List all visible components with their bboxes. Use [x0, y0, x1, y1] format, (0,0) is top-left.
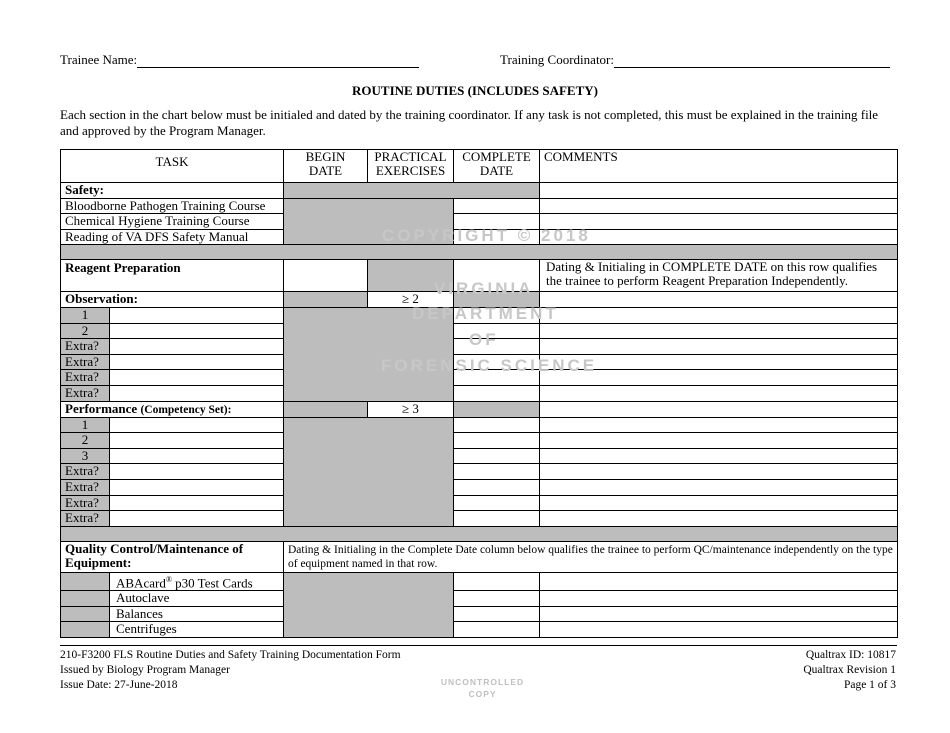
shaded-cell: [284, 572, 454, 637]
training-coordinator-label: Training Coordinator:: [500, 52, 614, 67]
comments-cell[interactable]: [540, 401, 898, 417]
footer-issued-by: Issued by Biology Program Manager: [60, 664, 230, 676]
complete-date-cell[interactable]: [454, 354, 540, 370]
comments-cell[interactable]: [540, 292, 898, 308]
performance-number: Extra?: [61, 495, 110, 511]
shaded-cell: [454, 401, 540, 417]
registered-mark: ®: [165, 574, 172, 584]
table-row: [61, 354, 898, 370]
footer-left: [60, 648, 401, 693]
col-begin-date: BEGIN DATE: [284, 150, 368, 183]
table-row: [61, 511, 898, 527]
complete-date-cell[interactable]: [454, 495, 540, 511]
observation-entry[interactable]: [110, 339, 284, 355]
safety-item: Chemical Hygiene Training Course: [61, 214, 284, 230]
shaded-separator: [61, 245, 898, 260]
complete-date-cell[interactable]: [454, 464, 540, 480]
uncontrolled-text: UNCONTROLLED: [440, 677, 525, 687]
observation-heading-row: [61, 292, 898, 308]
training-coordinator-line[interactable]: [614, 67, 890, 68]
comments-cell[interactable]: [540, 307, 898, 323]
shaded-cell: [61, 572, 110, 590]
comments-cell[interactable]: [540, 370, 898, 386]
comments-cell[interactable]: [540, 464, 898, 480]
observation-entry[interactable]: [110, 385, 284, 401]
performance-entry[interactable]: [110, 464, 284, 480]
performance-entry[interactable]: [110, 448, 284, 464]
observation-number: Extra?: [61, 370, 110, 386]
comments-cell[interactable]: [540, 229, 898, 245]
shaded-cell: [61, 591, 110, 607]
performance-number: Extra?: [61, 464, 110, 480]
begin-date-cell[interactable]: [284, 260, 368, 292]
separator-row: [61, 245, 898, 260]
footer-page-number: Page 1 of 3: [843, 679, 896, 691]
comments-cell[interactable]: [540, 417, 898, 433]
qc-item-name: ABAcard: [116, 575, 166, 591]
qc-item: Balances: [110, 606, 284, 622]
complete-date-cell[interactable]: [454, 433, 540, 449]
safety-item: Reading of VA DFS Safety Manual: [61, 229, 284, 245]
comments-cell[interactable]: [540, 572, 898, 590]
observation-entry[interactable]: [110, 323, 284, 339]
complete-date-cell[interactable]: [454, 479, 540, 495]
observation-number: 2: [61, 323, 110, 339]
complete-date-cell[interactable]: [454, 511, 540, 527]
complete-date-cell[interactable]: [454, 198, 540, 214]
complete-date-cell[interactable]: [454, 370, 540, 386]
table-row: [61, 479, 898, 495]
performance-number: Extra?: [61, 511, 110, 527]
shaded-cell: [454, 292, 540, 308]
complete-date-cell[interactable]: [454, 214, 540, 230]
performance-heading-sub: (Competency Set):: [140, 403, 232, 416]
shaded-cell: [284, 307, 454, 401]
observation-entry[interactable]: [110, 370, 284, 386]
complete-date-cell[interactable]: [454, 606, 540, 622]
watermark-of: OF: [469, 330, 499, 349]
watermark-virginia: VIRGINIA: [434, 279, 534, 298]
table-row: [61, 448, 898, 464]
training-coordinator-field[interactable]: [500, 52, 890, 68]
performance-entry[interactable]: [110, 495, 284, 511]
table-row: [61, 385, 898, 401]
table-row: [61, 433, 898, 449]
observation-number: Extra?: [61, 339, 110, 355]
performance-entry[interactable]: [110, 479, 284, 495]
complete-date-cell[interactable]: [454, 339, 540, 355]
copyright-watermark: COPYRIGHT © 2018: [382, 226, 591, 245]
comments-cell[interactable]: [540, 479, 898, 495]
comments-cell[interactable]: [540, 606, 898, 622]
footer-issue-date: Issue Date: 27-June-2018: [60, 679, 178, 691]
observation-number: Extra?: [61, 354, 110, 370]
comments-cell[interactable]: [540, 354, 898, 370]
safety-heading: Safety:: [61, 183, 284, 199]
complete-date-cell[interactable]: [454, 417, 540, 433]
comments-cell[interactable]: [540, 214, 898, 230]
table-row: [61, 214, 898, 230]
col-comments: COMMENTS: [540, 150, 898, 183]
performance-entry[interactable]: [110, 511, 284, 527]
footer-rule: [60, 645, 897, 646]
table-row: [61, 339, 898, 355]
table-row: [61, 572, 898, 590]
comments-cell[interactable]: [540, 591, 898, 607]
comments-cell[interactable]: [540, 495, 898, 511]
observation-number: Extra?: [61, 385, 110, 401]
qc-item: [110, 572, 284, 590]
trainee-name-line[interactable]: [137, 67, 419, 68]
footer-qualtrax-id: Qualtrax ID: 10817: [805, 649, 896, 661]
shaded-cell: [284, 292, 368, 308]
shaded-cell: [61, 606, 110, 622]
complete-date-cell[interactable]: [454, 323, 540, 339]
complete-date-cell[interactable]: [454, 622, 540, 638]
observation-heading: Observation:: [61, 292, 284, 308]
shaded-cell: [284, 183, 540, 199]
complete-date-cell[interactable]: [454, 260, 540, 292]
shaded-cell: [284, 417, 454, 526]
table-row: [61, 307, 898, 323]
reagent-row: [61, 260, 898, 292]
performance-entry[interactable]: [110, 417, 284, 433]
performance-minimum: ≥ 3: [368, 401, 454, 417]
observation-entry[interactable]: [110, 354, 284, 370]
table-row: [61, 229, 898, 245]
safety-heading-row: [61, 183, 898, 199]
trainee-name-field[interactable]: [60, 52, 419, 68]
table-row: [61, 417, 898, 433]
performance-number: Extra?: [61, 479, 110, 495]
intro-paragraph: Each section in the chart below must be initialed and dated by the training coordinator. If any task is not completed, this must be explained in the training file and approved by the Program Manager.: [60, 107, 879, 138]
performance-heading: [61, 401, 284, 417]
observation-number: 1: [61, 307, 110, 323]
col-complete-date: COMPLETE DATE: [454, 150, 540, 183]
shaded-cell: [284, 401, 368, 417]
complete-date-cell[interactable]: [454, 448, 540, 464]
comments-cell[interactable]: [540, 339, 898, 355]
qc-item: Centrifuges: [110, 622, 284, 638]
reagent-comment: Dating & Initialing in COMPLETE DATE on this row qualifies the trainee to perform Reagent Preparation Independently.: [540, 260, 898, 292]
comments-cell[interactable]: [540, 385, 898, 401]
page-title: ROUTINE DUTIES (INCLUDES SAFETY): [352, 83, 598, 98]
qc-heading-row: [61, 541, 898, 572]
performance-heading-row: [61, 401, 898, 417]
complete-date-cell[interactable]: [454, 229, 540, 245]
col-practical-exercises: PRACTICAL EXERCISES: [368, 150, 454, 183]
comments-cell[interactable]: [540, 323, 898, 339]
safety-item: Bloodborne Pathogen Training Course: [61, 198, 284, 214]
footer-right: [803, 648, 896, 693]
col-task: TASK: [61, 150, 284, 183]
comments-cell[interactable]: [540, 198, 898, 214]
complete-date-cell[interactable]: [454, 572, 540, 590]
comments-cell[interactable]: [540, 183, 898, 199]
uncontrolled-copy-stamp: [430, 676, 535, 700]
performance-number: 2: [61, 433, 110, 449]
table-row: [61, 323, 898, 339]
complete-date-cell[interactable]: [454, 385, 540, 401]
table-row: [61, 606, 898, 622]
shaded-cell: [368, 260, 454, 292]
performance-entry[interactable]: [110, 433, 284, 449]
qc-item: Autoclave: [110, 591, 284, 607]
table-row: [61, 370, 898, 386]
observation-minimum: ≥ 2: [368, 292, 454, 308]
qc-item-suffix: p30 Test Cards: [171, 575, 253, 591]
table-row: [61, 464, 898, 480]
performance-heading-main: Performance: [65, 401, 138, 416]
complete-date-cell[interactable]: [454, 307, 540, 323]
shaded-cell: [284, 198, 454, 245]
footer-revision: Qualtrax Revision 1: [803, 664, 896, 676]
trainee-name-label: Trainee Name:: [60, 52, 138, 67]
watermark-department: DEPARTMENT: [412, 304, 559, 323]
table-header-row: [61, 150, 898, 183]
reagent-label: Reagent Preparation: [61, 260, 284, 292]
qc-note: Dating & Initialing in the Complete Date column below qualifies the trainee to perform QC/maintenance independently on the type of equipment named in that row.: [284, 541, 898, 572]
comments-cell[interactable]: [540, 433, 898, 449]
table-row: [61, 495, 898, 511]
separator-row: [61, 526, 898, 541]
qc-heading: Quality Control/Maintenance of Equipment:: [61, 541, 284, 572]
complete-date-cell[interactable]: [454, 591, 540, 607]
observation-entry[interactable]: [110, 307, 284, 323]
performance-number: 3: [61, 448, 110, 464]
comments-cell[interactable]: [540, 622, 898, 638]
copy-text: COPY: [468, 689, 497, 699]
table-row: [61, 622, 898, 638]
shaded-cell: [61, 622, 110, 638]
footer-form-name: 210-F3200 FLS Routine Duties and Safety Training Documentation Form: [60, 649, 401, 661]
table-row: [61, 198, 898, 214]
watermark-forensic-science: FORENSIC SCIENCE: [381, 356, 598, 375]
table-row: [61, 591, 898, 607]
training-table: [60, 149, 898, 638]
shaded-separator: [61, 526, 898, 541]
comments-cell[interactable]: [540, 511, 898, 527]
comments-cell[interactable]: [540, 448, 898, 464]
performance-number: 1: [61, 417, 110, 433]
